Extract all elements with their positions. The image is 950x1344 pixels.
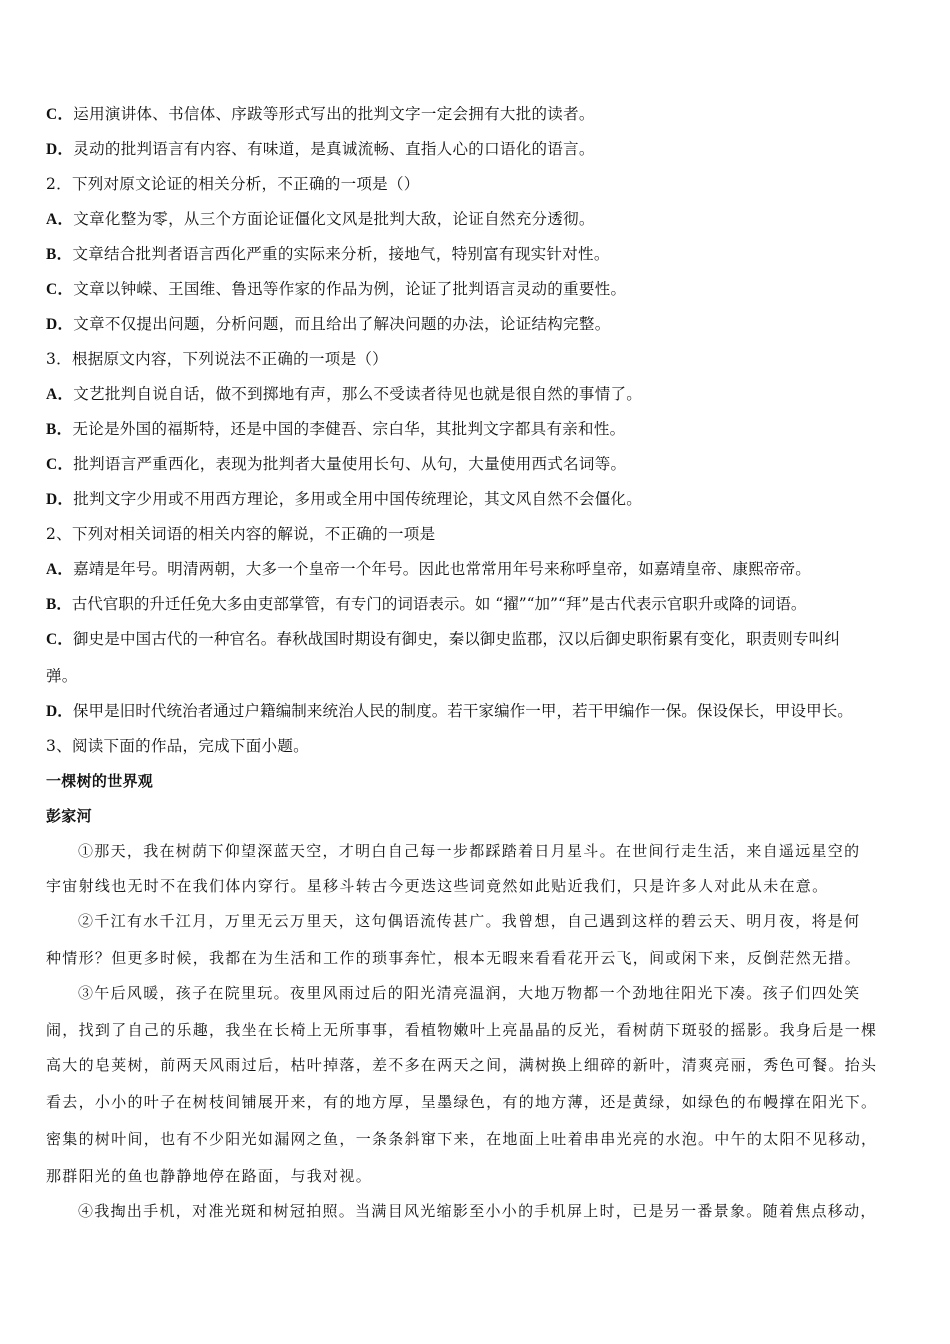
question-line (46, 736, 309, 756)
option-line (46, 209, 595, 230)
option-text: 文章结合批判者语言西化严重的实际来分析，接地气，特别富有现实针对性。 (72, 245, 610, 263)
option-text: 文章以钟嵘、王国维、鲁迅等作家的作品为例，论证了批判语言灵动的重要性。 (73, 280, 627, 298)
option-line (46, 419, 625, 440)
option-line (46, 384, 642, 405)
option-label: A． (46, 561, 74, 578)
option-text: 文艺批判自说自话，做不到掷地有声，那么不受读者待见也就是很自然的事情了。 (73, 385, 643, 403)
article-paragraph-line: ②千江有水千江月，万里无云万里天，这句偶语流传甚广。我曾想，自己遇到这样的碧云天、明月夜，将是何 (78, 912, 861, 930)
article-paragraph-line: ③午后风暖，孩子在院里玩。夜里风雨过后的阳光清亮温润，大地万物都一个劲地往阳光下凑。孩子们四处笑 (78, 984, 861, 1002)
article-paragraph-line: 看去，小小的叶子在树枝间铺展开来，有的地方厚，呈墨绿色，有的地方薄，还是黄绿，如绿色的布幔撑在阳光下。 (46, 1093, 878, 1111)
article-paragraph-line: 宇宙射线也无时不在我们体内穿行。星移斗转古今更迭这些词竟然如此贴近我们，只是许多人对此从未在意。 (46, 877, 829, 895)
article-paragraph-line: ①那天，我在树荫下仰望深蓝天空，才明白自己每一步都踩踏着日月星斗。在世间行走生活，来自遥远星空的 (78, 842, 861, 860)
option-text: 无论是外国的福斯特，还是中国的李健吾、宗白华，其批判文字都具有亲和性。 (72, 420, 626, 438)
option-text: 古代官职的升迁任免大多由吏部掌管，有专门的词语表示。如 “擢”“加”“拜”是古代表示官职升或降的词语。 (71, 595, 807, 613)
article-title: 一棵树的世界观 (46, 772, 154, 790)
option-text: 批判语言严重西化，表现为批判者大量使用长句、从句，大量使用西式名词等。 (73, 455, 627, 473)
question-text: 2．下列对原文论证的相关分析，不正确的一项是（） (46, 175, 420, 193)
option-text: 运用演讲体、书信体、序跋等形式写出的批判文字一定会拥有大批的读者。 (73, 105, 595, 123)
option-line (46, 244, 610, 265)
option-text: 弹。 (46, 667, 78, 685)
option-line (46, 666, 78, 686)
option-line (46, 701, 853, 722)
option-line (46, 629, 840, 650)
option-label: B． (46, 596, 72, 613)
article-paragraph-line: 种情形？但更多时候，我都在为生活和工作的琐事奔忙，根本无暇来看看花开云飞，间或闲下来，反倒茫然无措。 (46, 949, 862, 967)
option-label: A． (46, 211, 74, 228)
option-label: D． (46, 491, 74, 508)
option-text: 嘉靖是年号。明清两朝，大多一个皇帝一个年号。因此也常常用年号来称呼皇帝，如嘉靖皇帝、康熙帝帝。 (73, 560, 811, 578)
option-text: 文章不仅提出问题，分析问题，而且给出了解决问题的办法，论证结构完整。 (73, 315, 611, 333)
option-line (46, 454, 626, 475)
option-line (46, 279, 626, 300)
question-line (46, 524, 435, 544)
question-text: 3、阅读下面的作品，完成下面小题。 (46, 737, 309, 755)
option-label: C． (46, 106, 74, 123)
question-text: 2、下列对相关词语的相关内容的解说，不正确的一项是 (46, 525, 436, 543)
option-line (46, 314, 611, 335)
option-label: C． (46, 456, 74, 473)
question-line (46, 349, 388, 369)
option-text: 灵动的批判语言有内容、有味道，是真诚流畅、直指人心的口语化的语言。 (73, 140, 595, 158)
option-line (46, 594, 806, 615)
option-text: 批判文字少用或不用西方理论，多用或全用中国传统理论，其文风自然不会僵化。 (73, 490, 643, 508)
option-line (46, 104, 595, 125)
option-label: B． (46, 246, 73, 263)
option-label: D． (46, 316, 74, 333)
option-text: 保甲是旧时代统治者通过户籍编制来统治人民的制度。若干家编作一甲，若干甲编作一保。保设保长，甲设甲长。 (72, 702, 853, 720)
option-label: D． (46, 141, 74, 158)
option-text: 文章化整为零，从三个方面论证僵化文风是批判大敌，论证自然充分透彻。 (73, 210, 595, 228)
question-text: 3．根据原文内容，下列说法不正确的一项是（） (46, 350, 388, 368)
option-line (46, 559, 811, 580)
option-label: C． (46, 281, 74, 298)
article-paragraph-line: 闹，找到了自己的乐趣，我坐在长椅上无所事事，看植物嫩叶上亮晶晶的反光，看树荫下斑驳的摇影。我身后是一棵 (46, 1021, 878, 1039)
option-line (46, 489, 642, 510)
option-text: 御史是中国古代的一种官名。春秋战国时期设有御史，秦以御史监郡，汉以后御史职衔累有变化，职责则专叫纠 (73, 630, 840, 648)
option-label: B． (46, 421, 73, 438)
article-paragraph-line: 密集的树叶间，也有不少阳光如漏网之鱼，一条条斜窜下来，在地面上吐着串串光亮的水泡。中午的太阳不见移动， (46, 1130, 878, 1148)
option-label: D． (46, 703, 73, 720)
question-line (46, 174, 420, 194)
option-label: A． (46, 386, 74, 403)
option-line (46, 139, 595, 160)
option-label: C． (46, 631, 73, 648)
article-paragraph-line: 那群阳光的鱼也静静地停在路面，与我对视。 (46, 1167, 373, 1185)
article-author: 彭家河 (46, 807, 92, 825)
article-paragraph-line: 高大的皂荚树，前两天风雨过后，枯叶掉落，差不多在两天之间，满树换上细碎的新叶，清爽亮丽，秀色可餐。抬头 (46, 1056, 878, 1074)
article-paragraph-line: ④我掏出手机，对准光斑和树冠拍照。当满目风光缩影至小小的手机屏上时，已是另一番景象。随着焦点移动， (78, 1202, 877, 1220)
